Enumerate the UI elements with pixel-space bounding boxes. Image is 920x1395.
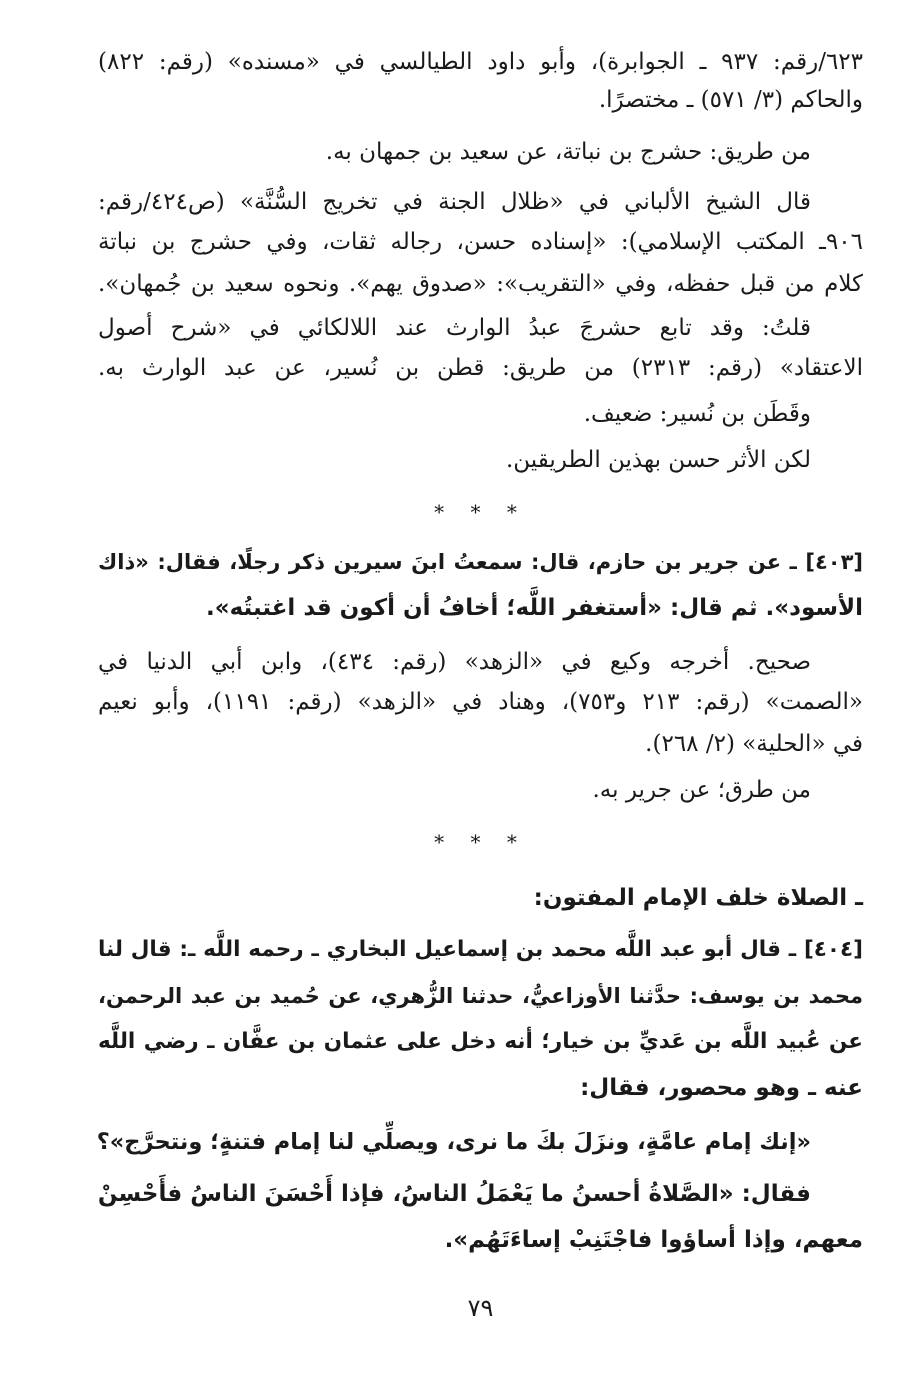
text-line: وقَطَن بن نُسير: ضعيف.: [583, 401, 811, 427]
text-line: كلام من قبل حفظه، وفي «التقريب»: «صدوق يهم». ونحوه سعيد بن جُمهان».: [98, 271, 863, 297]
text-line: والحاكم (٣/ ٥٧١) ـ مختصرًا.: [598, 87, 863, 113]
text-line: «الصمت» (رقم: ٢١٣ و٧٥٣)، وهناد في «الزهد» (رقم: ١١٩١)، وأبو نعيم: [98, 689, 864, 715]
text-line: ٦٢٣/رقم: ٩٣٧ ـ الجوابرة)، وأبو داود الطيالسي في «مسنده» (رقم: ٨٢٢): [98, 49, 863, 75]
section-separator: * * *: [434, 830, 527, 854]
document-page: [98, 40, 863, 1370]
narration-line: الأسود». ثم قال: «أستغفر اللَّه؛ أخافُ أن أكون قد اغتبتُه».: [206, 595, 863, 621]
section-separator: * * *: [434, 500, 527, 524]
text-line: صحيح. أخرجه وكيع في «الزهد» (رقم: ٤٣٤)، وابن أبي الدنيا في: [98, 649, 812, 675]
narration-line: [٤٠٣] ـ عن جرير بن حازم، قال: سمعتُ ابنَ سيرين ذكر رجلًا، فقال: «ذاك: [98, 550, 863, 574]
narration-line: عنه ـ وهو محصور، فقال:: [580, 1075, 863, 1101]
text-line: الاعتقاد» (رقم: ٢٣١٣) من طريق: قطن بن نُسير، عن عبد الوارث به.: [98, 355, 863, 381]
narration-line: معهم، وإذا أساؤوا فاجْتَنِبْ إساءَتَهُم».: [444, 1227, 863, 1253]
narration-line: محمد بن يوسف: حدَّثنا الأوزاعيُّ، حدثنا الزُّهري، عن حُميد بن عبد الرحمن،: [98, 984, 863, 1008]
page-number: ٧٩: [467, 1294, 494, 1322]
narration-line: فقال: «الصَّلاةُ أحسنُ ما يَعْمَلُ الناسُ، فإذا أَحْسَنَ الناسُ فأَحْسِنْ: [97, 1181, 811, 1207]
text-line: من طريق: حشرج بن نباتة، عن سعيد بن جمهان به.: [325, 139, 811, 165]
text-line: في «الحلية» (٢/ ٢٦٨).: [645, 731, 863, 757]
text-line: لكن الأثر حسن بهذين الطريقين.: [505, 447, 811, 473]
text-line: ٩٠٦ـ المكتب الإسلامي): «إسناده حسن، رجاله ثقات، وفي حشرج بن نباتة: [98, 229, 863, 255]
text-line: قلتُ: وقد تابع حشرجَ عبدُ الوارث عند اللالكائي في «شرح أصول: [98, 315, 811, 341]
narration-line: «إنك إمام عامَّةٍ، ونزَلَ بكَ ما نرى، ويصلِّي لنا إمام فتنةٍ؛ ونتحرَّج»؟: [96, 1129, 811, 1155]
section-heading: ـ الصلاة خلف الإمام المفتون:: [533, 885, 863, 911]
text-line: قال الشيخ الألباني في «ظلال الجنة في تخريج السُّنَّة» (ص٤٢٤/رقم:: [98, 189, 811, 215]
narration-line: عن عُبيد اللَّه بن عَديِّ بن خيار؛ أنه دخل على عثمان بن عفَّان ـ رضي اللَّه: [98, 1029, 863, 1054]
narration-line: [٤٠٤] ـ قال أبو عبد اللَّه محمد بن إسماعيل البخاري ـ رحمه اللَّه ـ: قال لنا: [98, 937, 863, 962]
text-line: من طرق؛ عن جرير به.: [592, 777, 811, 803]
